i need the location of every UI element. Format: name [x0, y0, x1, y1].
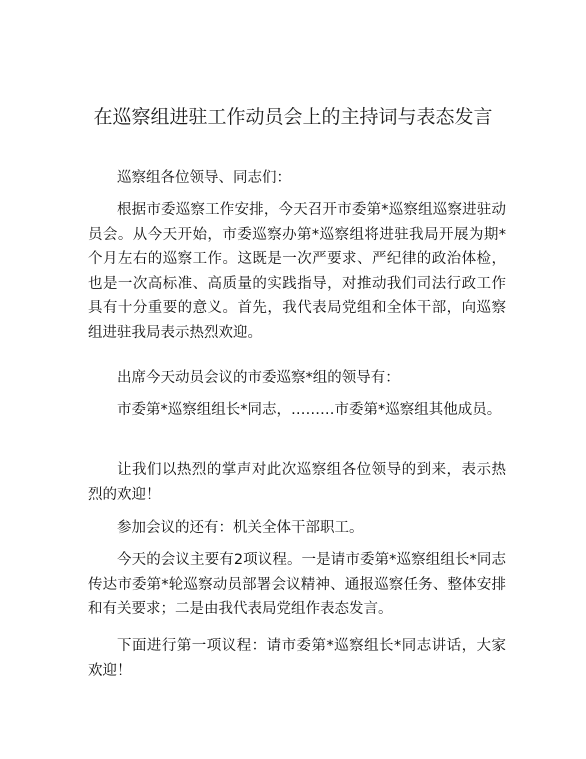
greeting: 巡察组各位领导、同志们：: [117, 170, 291, 186]
paragraph-2: 出席今天动员会议的市委巡察*组的领导有：: [117, 370, 400, 386]
paragraph-3: 市委第*巡察组组长*同志，………市委第*巡察组其他成员。: [117, 402, 502, 418]
paragraph-5: 参加会议的还有：机关全体干部职工。: [117, 520, 364, 536]
paragraph-1: 根据市委巡察工作安排，今天召开市委第*巡察组巡察进驻动员会。从今天开始，市委巡察办第*巡察组将进驻我局开展为期*个月左右的巡察工作。这既是一次严要求、严纪律的政治体检，也是一次高标准、高质量的实践指导，对推动我们司法行政工作具有十分重要的意义。首先，我代表局党组和全体干部，向巡察组进驻我局表示热烈欢迎。: [88, 202, 506, 341]
paragraph-6: 今天的会议主要有2项议程。一是请市委第*巡察组组长*同志传达市委第*轮巡察动员部署会议精神、通报巡察任务、整体安排和有关要求；二是由我代表局党组作表态发言。: [88, 552, 506, 617]
paragraph-7: 下面进行第一项议程：请市委第*巡察组长*同志讲话，大家欢迎！: [88, 638, 506, 679]
paragraph-4: 让我们以热烈的掌声对此次巡察组各位领导的到来，表示热烈的欢迎！: [88, 462, 506, 503]
document-title: 在巡察组进驻工作动员会上的主持词与表态发言: [93, 106, 493, 128]
